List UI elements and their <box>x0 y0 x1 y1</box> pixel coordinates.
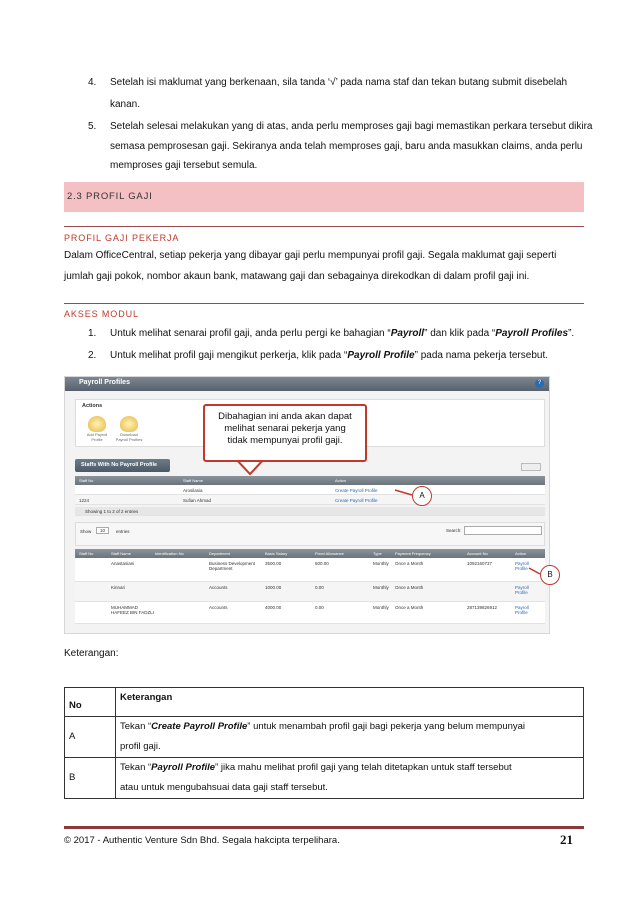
entries-label: entries <box>116 529 130 534</box>
payroll-profile-link[interactable]: Payroll Profile <box>515 605 529 615</box>
row-no: B <box>65 758 116 799</box>
subheading-profil: PROFIL GAJI PEKERJA <box>64 233 180 243</box>
paragraph-line: jumlah gaji pokok, nombor akaun bank, matawang gaji dan sebagainya direkodkan di dalam profil gaji ini. <box>64 271 530 282</box>
add-payroll-profile-label[interactable]: Add Payroll Profile <box>86 432 108 442</box>
callout-line: tidak mempunyai profil gaji. <box>227 435 343 446</box>
cell: Monthly <box>373 561 389 566</box>
row-desc: Tekan “Payroll Profile” jika mahu melihat profil gaji yang telah ditetapkan untuk staff tersebut atau untuk mengubahsuai data gaji staff tersebut. <box>116 758 584 799</box>
table-header-row <box>65 688 584 717</box>
cell: Anastasiani <box>111 561 135 566</box>
window-title: Payroll Profiles <box>79 379 130 386</box>
akses-item-1: Untuk melihat senarai profil gaji, anda perlu pergi ke bahagian “Payroll” dan klik pada “Payroll Profiles”. <box>110 328 575 339</box>
col-staff-name: Staff Name <box>183 478 203 483</box>
col-header: Basic Salary <box>265 551 288 556</box>
badge-a: A <box>412 486 432 506</box>
cell: Arosilasia <box>183 488 203 493</box>
paragraph-line: Dalam OfficeCentral, setiap pekerja yang dibayar gaji perlu mempunyai profil gaji. Segala maklumat gaji seperti <box>64 250 557 261</box>
create-payroll-profile-link[interactable]: Create Payroll Profile <box>335 488 378 493</box>
step-number: 5. <box>88 121 97 132</box>
cell: 500.00 <box>315 561 329 566</box>
cell: 1092160737 <box>467 561 493 566</box>
cell: Accounts <box>209 605 228 610</box>
cell: 0.00 <box>315 585 324 590</box>
cell: Kinnari <box>111 585 126 590</box>
cell: 4000.00 <box>265 605 282 610</box>
header-no: No <box>65 688 116 717</box>
col-header: Action <box>515 551 527 556</box>
staffs-bar-label: Staffs With No Payroll Profile <box>81 462 158 468</box>
search-label: Search: <box>446 528 462 533</box>
badge-b: B <box>540 565 560 585</box>
page-size-select[interactable]: 10 <box>96 527 109 534</box>
row-desc: Tekan “Create Payroll Profile” untuk menambah profil gaji bagi pekerja yang belum mempunyai profil gaji. <box>116 717 584 758</box>
step-text: Setelah isi maklumat yang berkenaan, sila tanda ‘√’ pada nama staf dan tekan butang submit disebelah <box>110 77 568 88</box>
showing-entries: Showing 1 to 2 of 2 entries <box>85 509 139 514</box>
subheading-akses: AKSES MODUL <box>64 309 139 319</box>
download-payroll-profiles-label[interactable]: Download Payroll Profiles <box>115 432 143 442</box>
col-header: Identification No <box>155 551 184 556</box>
keterangan-label: Keterangan: <box>64 648 119 659</box>
col-header: Type <box>373 551 382 556</box>
pointer-line-b <box>529 568 540 574</box>
cell: 3500.00 <box>265 561 282 566</box>
cell: 1000.00 <box>265 585 282 590</box>
show-label: Show <box>80 529 92 534</box>
cell: 287139826912 <box>467 605 498 610</box>
header-keterangan: Keterangan <box>116 688 584 717</box>
col-header: Fixed Allowance <box>315 551 344 556</box>
cell: Once a Month <box>395 561 424 566</box>
col-header: Account No <box>467 551 488 556</box>
cell: Monthly <box>373 605 389 610</box>
col-action: Action <box>335 478 347 483</box>
payroll-profile-link[interactable]: Payroll Profile <box>515 585 529 595</box>
actions-label: Actions <box>82 403 103 409</box>
cell: 0.00 <box>315 605 324 610</box>
callout-line: Dibahagian ini anda akan dapat <box>218 411 352 422</box>
keterangan-table <box>64 687 584 799</box>
footer-rule <box>64 826 584 829</box>
pointer-line-a <box>395 490 412 495</box>
step-text: Setelah selesai melakukan yang di atas, anda perlu memproses gaji bagi memastikan perkara tersebut dikira <box>110 121 593 132</box>
cell: Monthly <box>373 585 389 590</box>
cell: Sufian Ahmad <box>183 498 212 503</box>
step-text: semasa pemprosesan gaji. Sekiranya anda telah memproses gaji, baru anda masukkan claims, anda perlu <box>110 141 583 152</box>
cell: Business Development Department <box>209 561 256 571</box>
section-title: 2.3 PROFIL GAJI <box>67 191 153 202</box>
cell: Once a Month <box>395 605 424 610</box>
callout-line: melihat senarai pekerja yang <box>224 423 346 434</box>
col-header: Staff No <box>79 551 94 556</box>
cell: 1224 <box>79 498 90 503</box>
table-row <box>65 758 584 799</box>
step-number: 2. <box>88 350 97 361</box>
cell: Once a Month <box>395 585 424 590</box>
step-text: kanan. <box>110 99 141 110</box>
help-icon[interactable]: ? <box>535 379 544 388</box>
akses-item-2: Untuk melihat profil gaji mengikut perkerja, klik pada “Payroll Profile” pada nama pekerja tersebut. <box>110 350 549 361</box>
step-number: 1. <box>88 328 97 339</box>
col-header: Department <box>209 551 230 556</box>
footer-copyright: © 2017 - Authentic Venture Sdn Bhd. Segala hakcipta terpelihara. <box>64 835 340 846</box>
create-payroll-profile-link[interactable]: Create Payroll Profile <box>335 498 378 503</box>
col-staff-no: Staff No <box>79 478 94 483</box>
row-no: A <box>65 717 116 758</box>
page-number: 21 <box>560 832 573 847</box>
col-header: Staff Name <box>111 551 131 556</box>
cell: MUHAMMAD HAFEEZ BIN FADZLI <box>111 605 155 615</box>
table-row <box>65 717 584 758</box>
step-number: 4. <box>88 77 97 88</box>
payroll-profile-link[interactable]: Payroll Profile <box>515 561 529 571</box>
step-text: memproses gaji tersebut semula. <box>110 160 258 171</box>
callout-box <box>203 404 367 462</box>
cell: Accounts <box>209 585 228 590</box>
col-header: Payment Frequency <box>395 551 431 556</box>
